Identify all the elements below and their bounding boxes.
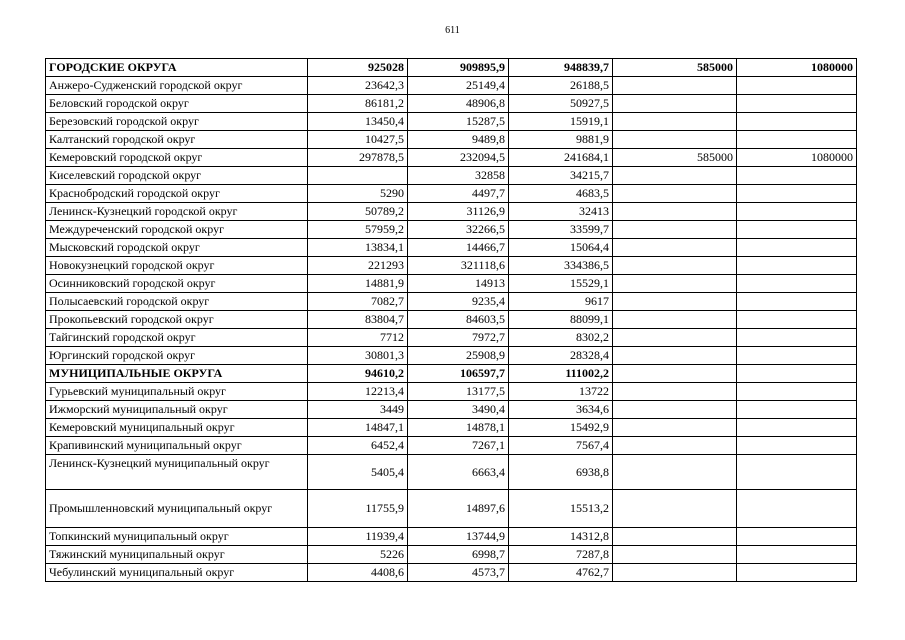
value-cell-c1: 14881,9	[308, 275, 408, 293]
value-cell-c3: 948839,7	[509, 59, 613, 77]
table-row	[46, 77, 857, 95]
value-cell-c5	[737, 77, 857, 95]
value-cell-c5	[737, 528, 857, 546]
value-cell-c5	[737, 383, 857, 401]
value-cell-c2: 232094,5	[408, 149, 509, 167]
row-label-cell: Гурьевский муниципальный округ	[46, 383, 308, 401]
value-cell-c1: 3449	[308, 401, 408, 419]
value-cell-c3: 15919,1	[509, 113, 613, 131]
value-cell-c3: 50927,5	[509, 95, 613, 113]
value-cell-c1: 94610,2	[308, 365, 408, 383]
row-label-cell: Анжеро-Судженский городской округ	[46, 77, 308, 95]
value-cell-c2: 32266,5	[408, 221, 509, 239]
value-cell-c3: 334386,5	[509, 257, 613, 275]
row-label-cell: Киселевский городской округ	[46, 167, 308, 185]
row-label-cell: Беловский городской округ	[46, 95, 308, 113]
value-cell-c5	[737, 564, 857, 582]
table-row	[46, 437, 857, 455]
value-cell-c3: 34215,7	[509, 167, 613, 185]
table-row	[46, 221, 857, 239]
value-cell-c5	[737, 221, 857, 239]
value-cell-c2: 13177,5	[408, 383, 509, 401]
value-cell-c5	[737, 167, 857, 185]
value-cell-c1: 5226	[308, 546, 408, 564]
value-cell-c1: 925028	[308, 59, 408, 77]
row-label-cell: Кемеровский муниципальный округ	[46, 419, 308, 437]
value-cell-c4	[613, 383, 737, 401]
table-row	[46, 95, 857, 113]
table-row	[46, 490, 857, 528]
table-row	[46, 365, 857, 383]
value-cell-c1: 23642,3	[308, 77, 408, 95]
value-cell-c5	[737, 401, 857, 419]
value-cell-c1: 11939,4	[308, 528, 408, 546]
row-label-cell: Полысаевский городской округ	[46, 293, 308, 311]
value-cell-c2: 14897,6	[408, 490, 509, 528]
value-cell-c3: 7287,8	[509, 546, 613, 564]
value-cell-c1: 7082,7	[308, 293, 408, 311]
value-cell-c2: 321118,6	[408, 257, 509, 275]
value-cell-c5	[737, 419, 857, 437]
row-label-cell: Тяжинский муниципальный округ	[46, 546, 308, 564]
table-row	[46, 185, 857, 203]
value-cell-c2: 31126,9	[408, 203, 509, 221]
value-cell-c5	[737, 113, 857, 131]
value-cell-c4	[613, 221, 737, 239]
value-cell-c2: 6663,4	[408, 455, 509, 490]
value-cell-c5	[737, 490, 857, 528]
table-row	[46, 239, 857, 257]
value-cell-c1: 12213,4	[308, 383, 408, 401]
value-cell-c2: 14466,7	[408, 239, 509, 257]
value-cell-c3: 88099,1	[509, 311, 613, 329]
table-row	[46, 347, 857, 365]
value-cell-c5	[737, 257, 857, 275]
value-cell-c1: 86181,2	[308, 95, 408, 113]
value-cell-c1: 5290	[308, 185, 408, 203]
table-row	[46, 131, 857, 149]
table-row	[46, 149, 857, 167]
value-cell-c5	[737, 311, 857, 329]
value-cell-c4	[613, 131, 737, 149]
table-row	[46, 293, 857, 311]
value-cell-c3: 33599,7	[509, 221, 613, 239]
value-cell-c3: 111002,2	[509, 365, 613, 383]
value-cell-c2: 9489,8	[408, 131, 509, 149]
row-label-cell: ГОРОДСКИЕ ОКРУГА	[46, 59, 308, 77]
value-cell-c2: 3490,4	[408, 401, 509, 419]
value-cell-c3: 32413	[509, 203, 613, 221]
value-cell-c1: 57959,2	[308, 221, 408, 239]
value-cell-c4	[613, 437, 737, 455]
table-row	[46, 167, 857, 185]
row-label-cell: Мысковский городской округ	[46, 239, 308, 257]
row-label-cell: Чебулинский муниципальный округ	[46, 564, 308, 582]
table-row	[46, 59, 857, 77]
table-row	[46, 257, 857, 275]
value-cell-c5	[737, 239, 857, 257]
value-cell-c2: 15287,5	[408, 113, 509, 131]
row-label-cell: Ленинск-Кузнецкий городской округ	[46, 203, 308, 221]
value-cell-c3: 241684,1	[509, 149, 613, 167]
value-cell-c2: 48906,8	[408, 95, 509, 113]
value-cell-c5	[737, 275, 857, 293]
value-cell-c2: 9235,4	[408, 293, 509, 311]
value-cell-c3: 14312,8	[509, 528, 613, 546]
value-cell-c5: 1080000	[737, 149, 857, 167]
row-label-cell: Тайгинский городской округ	[46, 329, 308, 347]
value-cell-c1: 13450,4	[308, 113, 408, 131]
value-cell-c4	[613, 293, 737, 311]
value-cell-c5	[737, 347, 857, 365]
table-row	[46, 113, 857, 131]
table-row	[46, 419, 857, 437]
value-cell-c4	[613, 77, 737, 95]
value-cell-c2: 909895,9	[408, 59, 509, 77]
value-cell-c4	[613, 528, 737, 546]
value-cell-c4	[613, 167, 737, 185]
value-cell-c4	[613, 275, 737, 293]
value-cell-c1: 10427,5	[308, 131, 408, 149]
value-cell-c3: 15492,9	[509, 419, 613, 437]
value-cell-c3: 28328,4	[509, 347, 613, 365]
value-cell-c1: 221293	[308, 257, 408, 275]
value-cell-c3: 6938,8	[509, 455, 613, 490]
value-cell-c3: 3634,6	[509, 401, 613, 419]
value-cell-c1: 6452,4	[308, 437, 408, 455]
value-cell-c2: 4497,7	[408, 185, 509, 203]
value-cell-c3: 4762,7	[509, 564, 613, 582]
row-label-cell: Калтанский городской округ	[46, 131, 308, 149]
value-cell-c4	[613, 95, 737, 113]
value-cell-c2: 25908,9	[408, 347, 509, 365]
table-body	[46, 59, 857, 582]
value-cell-c1: 297878,5	[308, 149, 408, 167]
value-cell-c5	[737, 131, 857, 149]
table-row	[46, 329, 857, 347]
value-cell-c1: 30801,3	[308, 347, 408, 365]
value-cell-c2: 13744,9	[408, 528, 509, 546]
value-cell-c1: 14847,1	[308, 419, 408, 437]
row-label-cell: Осинниковский городской округ	[46, 275, 308, 293]
table-row	[46, 275, 857, 293]
value-cell-c5: 1080000	[737, 59, 857, 77]
value-cell-c4	[613, 401, 737, 419]
table-row	[46, 383, 857, 401]
value-cell-c4	[613, 490, 737, 528]
value-cell-c3: 7567,4	[509, 437, 613, 455]
value-cell-c5	[737, 546, 857, 564]
row-label-cell: Ленинск-Кузнецкий муниципальный округ	[46, 455, 308, 490]
value-cell-c4	[613, 311, 737, 329]
value-cell-c4	[613, 113, 737, 131]
value-cell-c5	[737, 293, 857, 311]
value-cell-c5	[737, 455, 857, 490]
row-label-cell: Новокузнецкий городской округ	[46, 257, 308, 275]
value-cell-c3: 15064,4	[509, 239, 613, 257]
row-label-cell: Прокопьевский городской округ	[46, 311, 308, 329]
row-label-cell: Кемеровский городской округ	[46, 149, 308, 167]
value-cell-c2: 7267,1	[408, 437, 509, 455]
value-cell-c2: 32858	[408, 167, 509, 185]
value-cell-c2: 7972,7	[408, 329, 509, 347]
value-cell-c1: 50789,2	[308, 203, 408, 221]
budget-table	[45, 58, 857, 582]
value-cell-c1: 4408,6	[308, 564, 408, 582]
value-cell-c2: 14913	[408, 275, 509, 293]
table-row	[46, 546, 857, 564]
row-label-cell: Топкинский муниципальный округ	[46, 528, 308, 546]
table-row	[46, 528, 857, 546]
value-cell-c2: 4573,7	[408, 564, 509, 582]
value-cell-c4	[613, 564, 737, 582]
value-cell-c5	[737, 185, 857, 203]
value-cell-c1	[308, 167, 408, 185]
value-cell-c4	[613, 347, 737, 365]
value-cell-c1: 83804,7	[308, 311, 408, 329]
value-cell-c1: 11755,9	[308, 490, 408, 528]
table-row	[46, 455, 857, 490]
row-label-cell: Березовский городской округ	[46, 113, 308, 131]
value-cell-c4	[613, 329, 737, 347]
value-cell-c3: 26188,5	[509, 77, 613, 95]
value-cell-c4	[613, 257, 737, 275]
row-label-cell: МУНИЦИПАЛЬНЫЕ ОКРУГА	[46, 365, 308, 383]
row-label-cell: Крапивинский муниципальный округ	[46, 437, 308, 455]
table-row	[46, 311, 857, 329]
value-cell-c3: 9617	[509, 293, 613, 311]
value-cell-c5	[737, 329, 857, 347]
value-cell-c1: 5405,4	[308, 455, 408, 490]
row-label-cell: Ижморский муниципальный округ	[46, 401, 308, 419]
value-cell-c5	[737, 365, 857, 383]
value-cell-c4	[613, 455, 737, 490]
value-cell-c4: 585000	[613, 149, 737, 167]
value-cell-c4	[613, 546, 737, 564]
table-row	[46, 564, 857, 582]
row-label-cell: Междуреченский городской округ	[46, 221, 308, 239]
row-label-cell: Краснобродский городской округ	[46, 185, 308, 203]
value-cell-c4	[613, 203, 737, 221]
value-cell-c2: 14878,1	[408, 419, 509, 437]
value-cell-c1: 7712	[308, 329, 408, 347]
value-cell-c5	[737, 437, 857, 455]
table-row	[46, 203, 857, 221]
row-label-cell: Юргинский городской округ	[46, 347, 308, 365]
value-cell-c5	[737, 203, 857, 221]
value-cell-c5	[737, 95, 857, 113]
value-cell-c4	[613, 239, 737, 257]
value-cell-c3: 15529,1	[509, 275, 613, 293]
value-cell-c4	[613, 419, 737, 437]
value-cell-c2: 84603,5	[408, 311, 509, 329]
row-label-cell: Промышленновский муниципальный округ	[46, 490, 308, 528]
value-cell-c3: 13722	[509, 383, 613, 401]
value-cell-c3: 8302,2	[509, 329, 613, 347]
table-row	[46, 401, 857, 419]
value-cell-c1: 13834,1	[308, 239, 408, 257]
value-cell-c2: 106597,7	[408, 365, 509, 383]
page-number: 611	[445, 25, 460, 36]
value-cell-c4	[613, 365, 737, 383]
value-cell-c3: 15513,2	[509, 490, 613, 528]
value-cell-c2: 6998,7	[408, 546, 509, 564]
value-cell-c3: 9881,9	[509, 131, 613, 149]
value-cell-c4	[613, 185, 737, 203]
value-cell-c4: 585000	[613, 59, 737, 77]
value-cell-c3: 4683,5	[509, 185, 613, 203]
value-cell-c2: 25149,4	[408, 77, 509, 95]
